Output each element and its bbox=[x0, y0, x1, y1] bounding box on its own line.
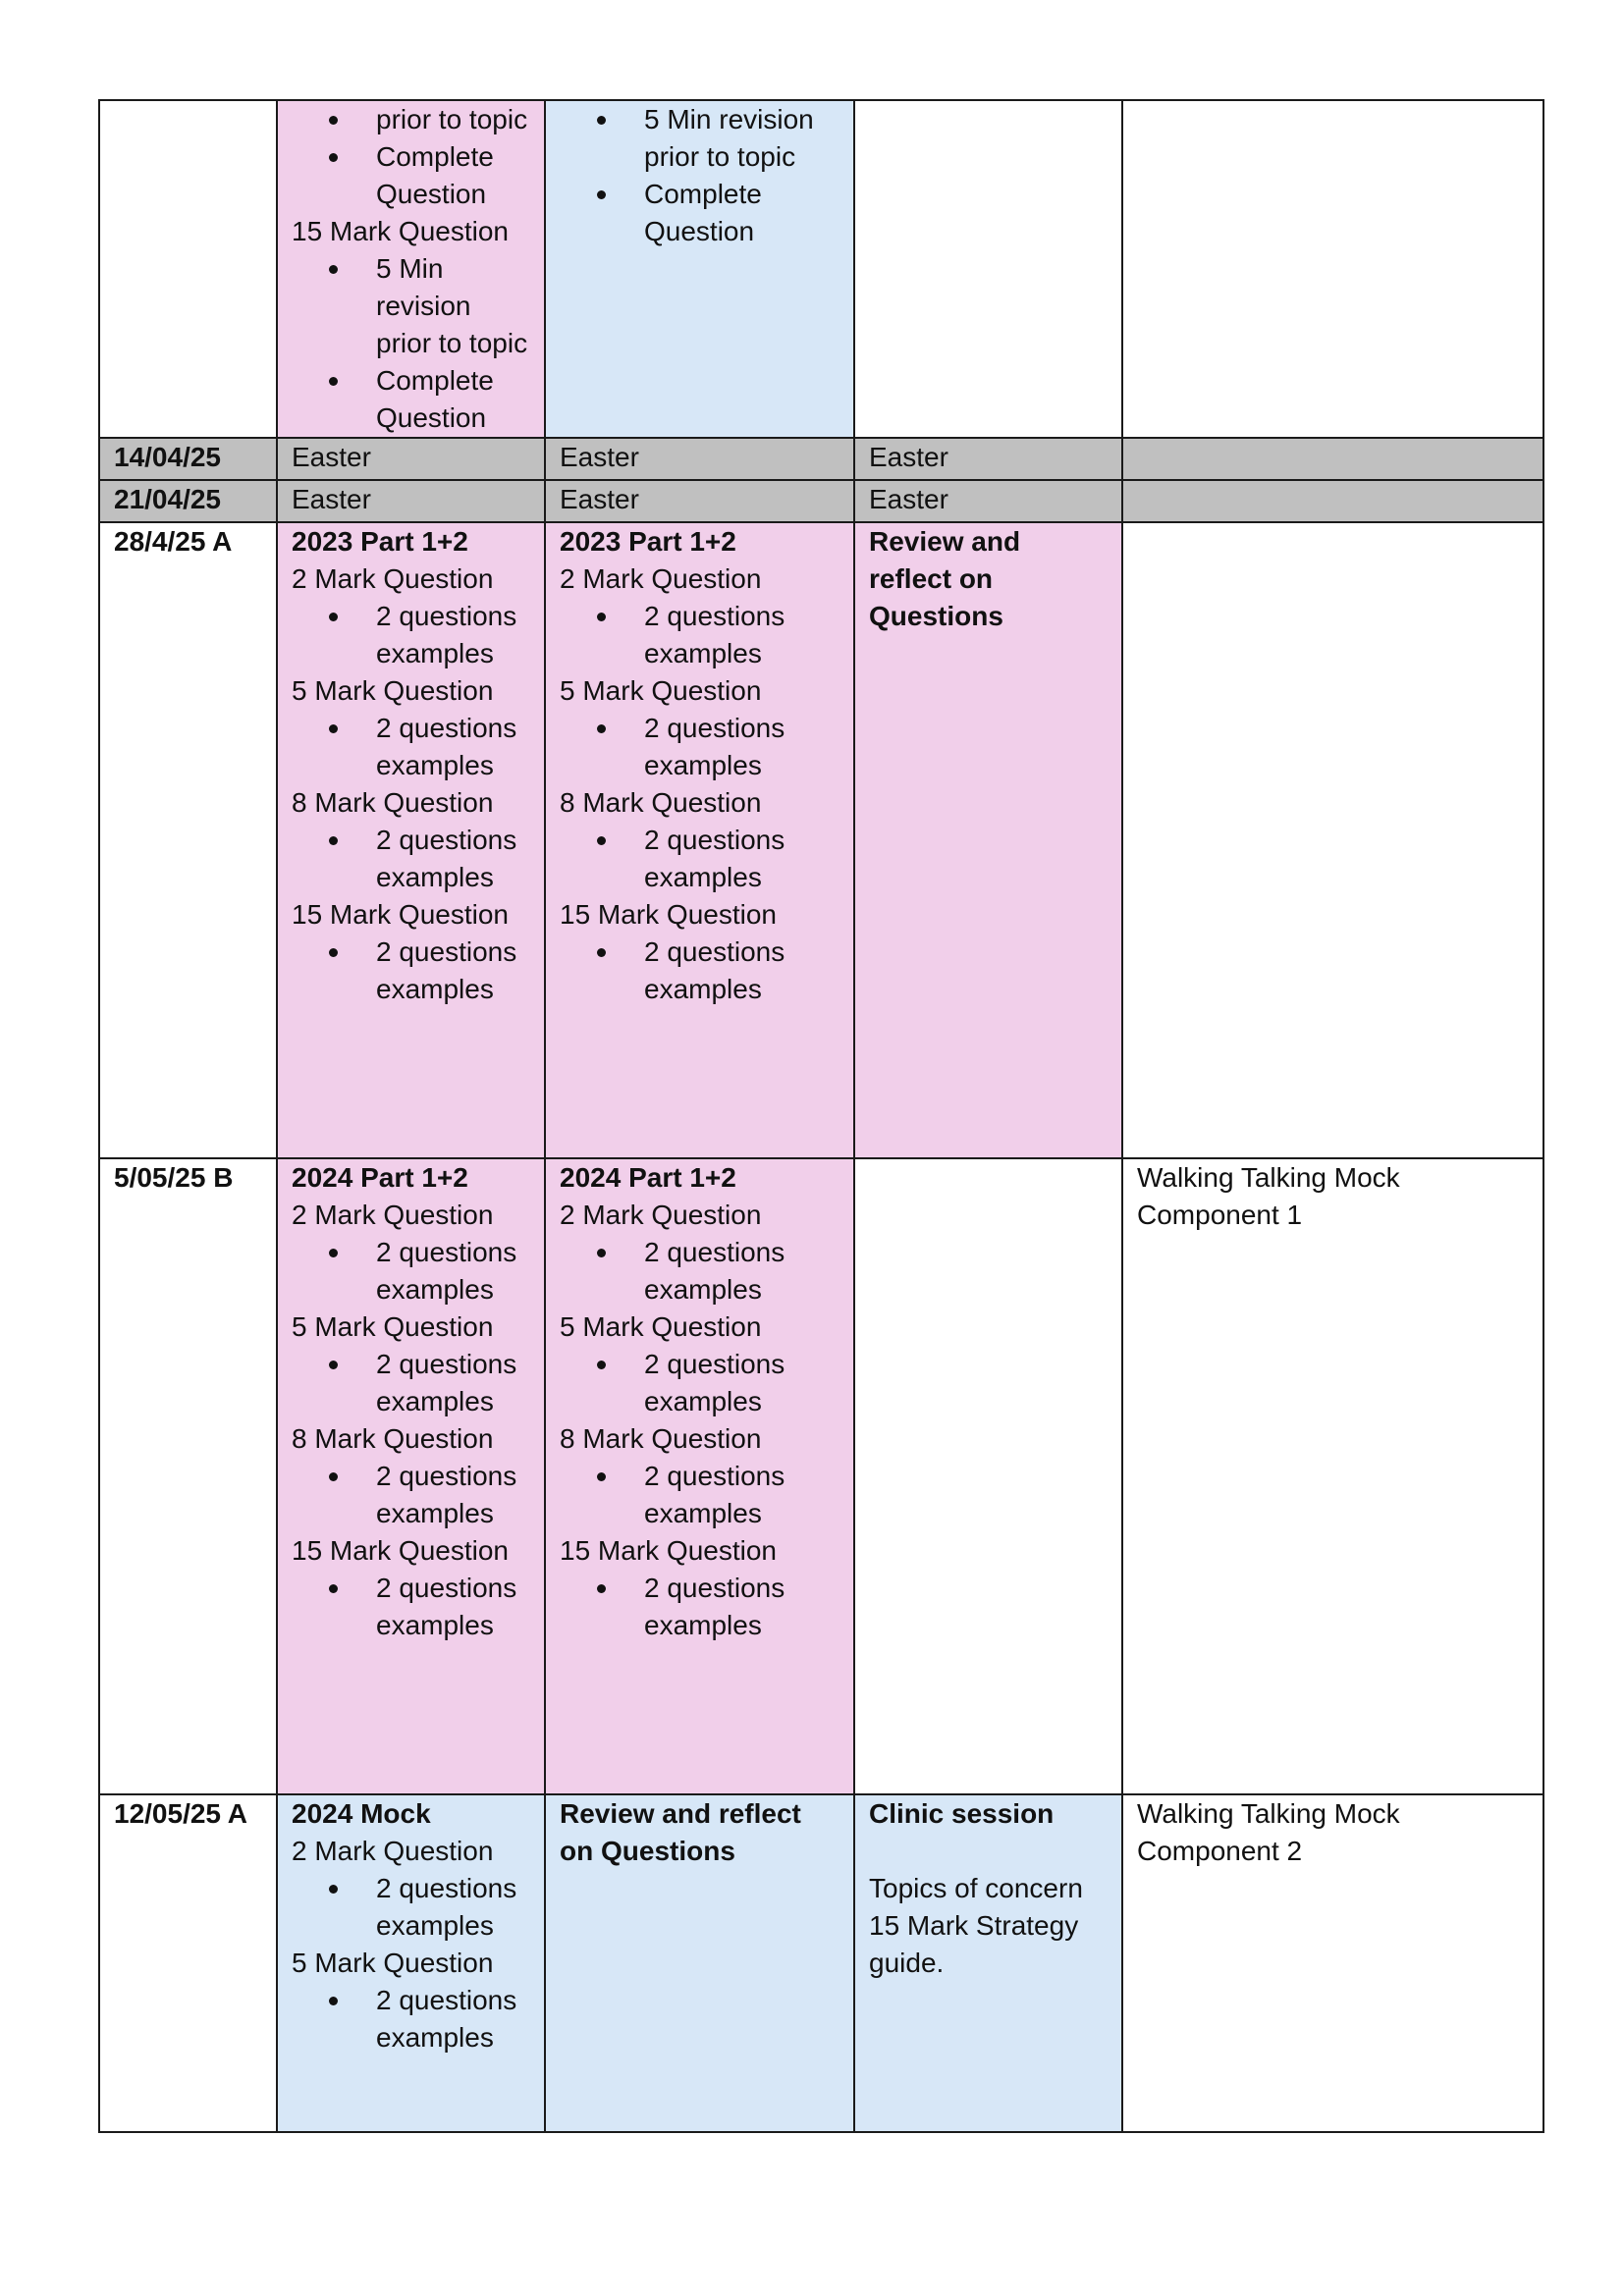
note-line: Component 2 bbox=[1137, 1836, 1303, 1866]
bullet-list bbox=[560, 1234, 839, 1308]
question-label: 15 Mark Question bbox=[292, 1535, 509, 1566]
lesson2-cell bbox=[545, 1794, 854, 2132]
notes-cell bbox=[1122, 522, 1543, 1158]
list-item: 2 questions examples bbox=[644, 822, 839, 896]
question-label: 15 Mark Question bbox=[292, 899, 509, 930]
note-line: Walking Talking Mock bbox=[1137, 1798, 1400, 1829]
bullet-list bbox=[560, 1458, 839, 1532]
list-item: Complete Question bbox=[644, 176, 839, 250]
bullet-list bbox=[560, 1346, 839, 1420]
week-date: 12/05/25 A bbox=[99, 1794, 277, 2132]
lesson2-cell bbox=[545, 1158, 854, 1794]
table-row bbox=[99, 100, 1543, 438]
list-item: Complete Question bbox=[376, 138, 530, 213]
question-label: 5 Mark Question bbox=[560, 675, 762, 706]
lesson2-cell: Easter bbox=[545, 480, 854, 522]
lesson3-cell bbox=[854, 1158, 1122, 1794]
lesson3-cell bbox=[854, 522, 1122, 1158]
list-item: Complete Question bbox=[376, 362, 530, 437]
list-item: 2 questions examples bbox=[376, 822, 530, 896]
week-date: 21/04/25 bbox=[99, 480, 277, 522]
bullet-list bbox=[560, 1570, 839, 1644]
list-item: prior to topic bbox=[376, 101, 530, 138]
spacer bbox=[869, 1833, 1108, 1870]
question-label: 5 Mark Question bbox=[292, 1311, 494, 1342]
lesson1-cell bbox=[277, 522, 545, 1158]
bullet-list bbox=[560, 934, 839, 1008]
question-label: 15 Mark Question bbox=[560, 899, 777, 930]
question-label: 2 Mark Question bbox=[560, 1200, 762, 1230]
bullet-list bbox=[292, 1346, 530, 1420]
bullet-list bbox=[292, 101, 530, 213]
question-label: 15 Mark Question bbox=[292, 216, 509, 246]
lesson3-cell bbox=[854, 1794, 1122, 2132]
lesson2-cell bbox=[545, 100, 854, 438]
notes-cell bbox=[1122, 480, 1543, 522]
lesson2-cell bbox=[545, 522, 854, 1158]
question-label: 8 Mark Question bbox=[292, 787, 494, 818]
lesson3-cell: Easter bbox=[854, 438, 1122, 480]
week-date: 28/4/25 A bbox=[99, 522, 277, 1158]
list-item: 2 questions examples bbox=[644, 710, 839, 784]
question-label: 2 Mark Question bbox=[292, 563, 494, 594]
bullet-list bbox=[292, 710, 530, 784]
week-date: 14/04/25 bbox=[99, 438, 277, 480]
table-row bbox=[99, 480, 1543, 522]
list-item: 2 questions examples bbox=[376, 934, 530, 1008]
lesson3-cell: Easter bbox=[854, 480, 1122, 522]
list-item: 2 questions examples bbox=[376, 1346, 530, 1420]
lesson-title: Review and reflect on Questions bbox=[560, 1798, 801, 1866]
bullet-list bbox=[560, 710, 839, 784]
table-row bbox=[99, 438, 1543, 480]
question-label: 2 Mark Question bbox=[560, 563, 762, 594]
bullet-list bbox=[292, 1982, 530, 2056]
notes-cell bbox=[1122, 438, 1543, 480]
question-label: 5 Mark Question bbox=[292, 1948, 494, 1978]
note-line: Topics of concern bbox=[869, 1873, 1083, 1903]
list-item: 2 questions examples bbox=[376, 1870, 530, 1945]
notes-cell bbox=[1122, 100, 1543, 438]
list-item: 5 Min revision prior to topic bbox=[644, 101, 839, 176]
question-label: 8 Mark Question bbox=[560, 1423, 762, 1454]
bullet-list bbox=[560, 822, 839, 896]
notes-cell bbox=[1122, 1158, 1543, 1794]
week-date: 5/05/25 B bbox=[99, 1158, 277, 1794]
question-label: 8 Mark Question bbox=[292, 1423, 494, 1454]
list-item: 2 questions examples bbox=[376, 710, 530, 784]
lesson1-cell bbox=[277, 1794, 545, 2132]
bullet-list bbox=[560, 101, 839, 250]
lesson1-cell bbox=[277, 1158, 545, 1794]
note-line: Walking Talking Mock bbox=[1137, 1162, 1400, 1193]
bullet-list bbox=[292, 1870, 530, 1945]
list-item: 2 questions examples bbox=[376, 1458, 530, 1532]
lesson-title: Review and reflect on Questions bbox=[869, 526, 1021, 631]
bullet-list bbox=[292, 822, 530, 896]
lesson-title: 2024 Mock bbox=[292, 1798, 431, 1829]
lesson-title: 2023 Part 1+2 bbox=[292, 526, 468, 557]
lesson2-cell: Easter bbox=[545, 438, 854, 480]
bullet-list bbox=[560, 598, 839, 672]
question-label: 2 Mark Question bbox=[292, 1836, 494, 1866]
list-item: 2 questions examples bbox=[376, 1234, 530, 1308]
lesson-title: 2024 Part 1+2 bbox=[292, 1162, 468, 1193]
bullet-list bbox=[292, 1234, 530, 1308]
revision-schedule-table bbox=[98, 99, 1544, 2133]
list-item: 2 questions examples bbox=[644, 1458, 839, 1532]
lesson-title: Clinic session bbox=[869, 1798, 1055, 1829]
list-item: 2 questions examples bbox=[376, 1982, 530, 2056]
list-item: 2 questions examples bbox=[644, 1570, 839, 1644]
question-label: 8 Mark Question bbox=[560, 787, 762, 818]
lesson-title: 2023 Part 1+2 bbox=[560, 526, 736, 557]
list-item: 5 Min revision prior to topic bbox=[376, 250, 530, 362]
note-line: 15 Mark Strategy guide. bbox=[869, 1910, 1079, 1978]
table-row bbox=[99, 522, 1543, 1158]
list-item: 2 questions examples bbox=[644, 934, 839, 1008]
list-item: 2 questions examples bbox=[376, 598, 530, 672]
question-label: 2 Mark Question bbox=[292, 1200, 494, 1230]
table-row bbox=[99, 1158, 1543, 1794]
bullet-list bbox=[292, 1458, 530, 1532]
bullet-list bbox=[292, 1570, 530, 1644]
list-item: 2 questions examples bbox=[376, 1570, 530, 1644]
question-label: 15 Mark Question bbox=[560, 1535, 777, 1566]
lesson1-cell: Easter bbox=[277, 480, 545, 522]
bullet-list bbox=[292, 250, 530, 437]
lesson1-cell bbox=[277, 100, 545, 438]
lesson1-cell: Easter bbox=[277, 438, 545, 480]
lesson-title: 2024 Part 1+2 bbox=[560, 1162, 736, 1193]
week-cell bbox=[99, 100, 277, 438]
notes-cell bbox=[1122, 1794, 1543, 2132]
question-label: 5 Mark Question bbox=[560, 1311, 762, 1342]
note-line: Component 1 bbox=[1137, 1200, 1303, 1230]
bullet-list bbox=[292, 934, 530, 1008]
list-item: 2 questions examples bbox=[644, 1346, 839, 1420]
list-item: 2 questions examples bbox=[644, 1234, 839, 1308]
lesson3-cell bbox=[854, 100, 1122, 438]
table-row bbox=[99, 1794, 1543, 2132]
list-item: 2 questions examples bbox=[644, 598, 839, 672]
bullet-list bbox=[292, 598, 530, 672]
question-label: 5 Mark Question bbox=[292, 675, 494, 706]
